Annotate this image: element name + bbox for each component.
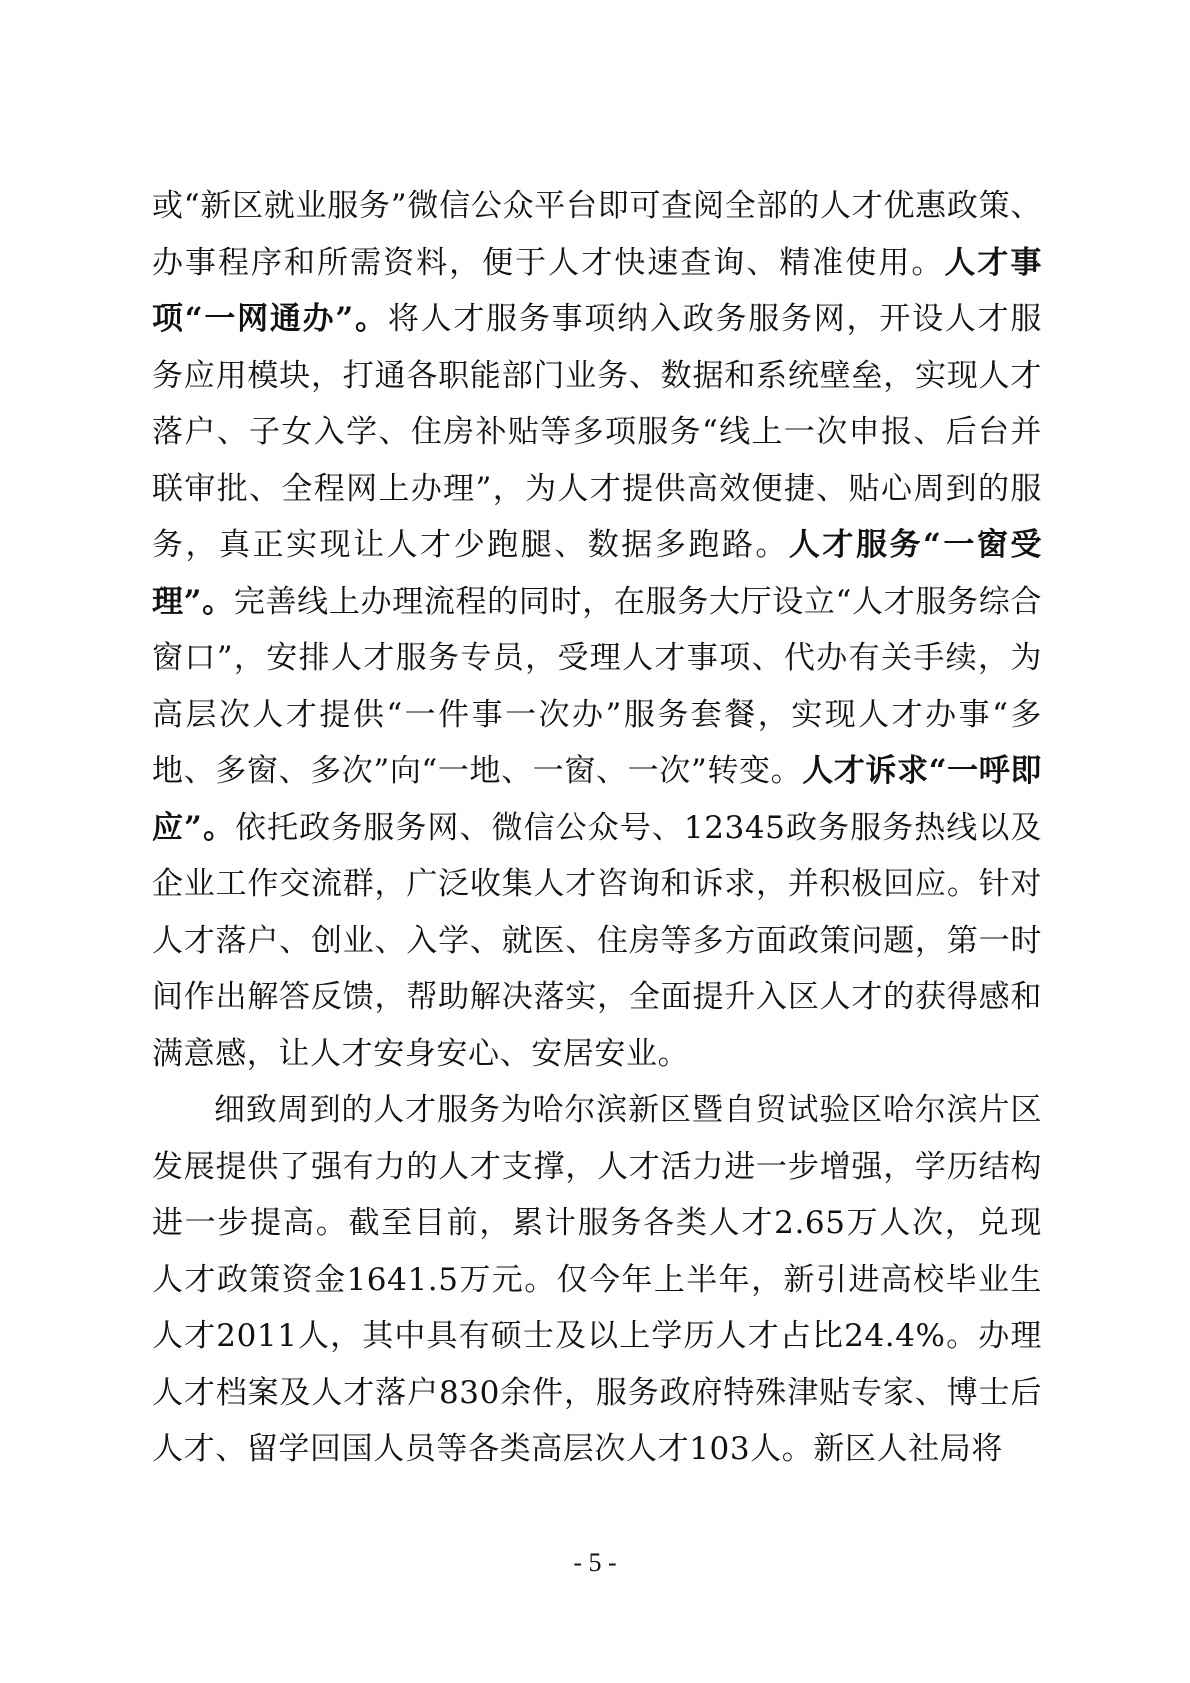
paragraph-talent-services — [152, 178, 1042, 1082]
paragraph-text: 依托政务服务网、微信公众号、12345政务服务热线以及企业工作交流群，广泛收集人才咨询和诉求，并积极回应。针对人才落户、创业、入学、就医、住房等多方面政策问题，第一时间作出解答反馈，帮助解决落实，全面提升入区人才的获得感和满意感，让人才安身安心、安居安业。 — [152, 809, 1042, 1072]
bold-heading-one-call: 人才诉求“一呼即应”。 — [152, 753, 1042, 846]
page-number: - 5 - — [573, 1548, 617, 1577]
document-body — [152, 178, 1042, 1478]
paragraph-text: 将人才服务事项纳入政务服务网，开设人才服务应用模块，打通各职能部门业务、数据和系统壁垒，实现人才落户、子女入学、住房补贴等多项服务“线上一次申报、后台并联审批、全程网上办理”，为人才提供高效便捷、贴心周到的服务，真正实现让人才少跑腿、数据多跑路。 — [152, 301, 1042, 563]
bold-heading-one-window: 人才服务“一窗受理”。 — [152, 527, 1042, 620]
paragraph-text: 完善线上办理流程的同时，在服务大厅设立“人才服务综合窗口”，安排人才服务专员，受理人才事项、代办有关手续，为高层次人才提供“一件事一次办”服务套餐，实现人才办事“多地、多窗、多次”向“一地、一窗、一次”转变。 — [152, 583, 1042, 789]
paragraph-text: 或“新区就业服务”微信公众平台即可查阅全部的人才优惠政策、办事程序和所需资料，便于人才快速查询、精准使用。 — [152, 188, 1042, 281]
paragraph-results: 细致周到的人才服务为哈尔滨新区暨自贸试验区哈尔滨片区发展提供了强有力的人才支撑，人才活力进一步增强，学历结构进一步提高。截至目前，累计服务各类人才2.65万人次，兑现人才政策资金1641.5万元。仅今年上半年，新引进高校毕业生人才2011人，其中具有硕士及以上学历人才占比24.4%。办理人才档案及人才落户830余件，服务政府特殊津贴专家、博士后人才、留学回国人员等各类高层次人才103人。新区人社局将 — [152, 1092, 1042, 1467]
bold-heading-one-network: 人才事项“一网通办”。 — [152, 244, 1042, 337]
